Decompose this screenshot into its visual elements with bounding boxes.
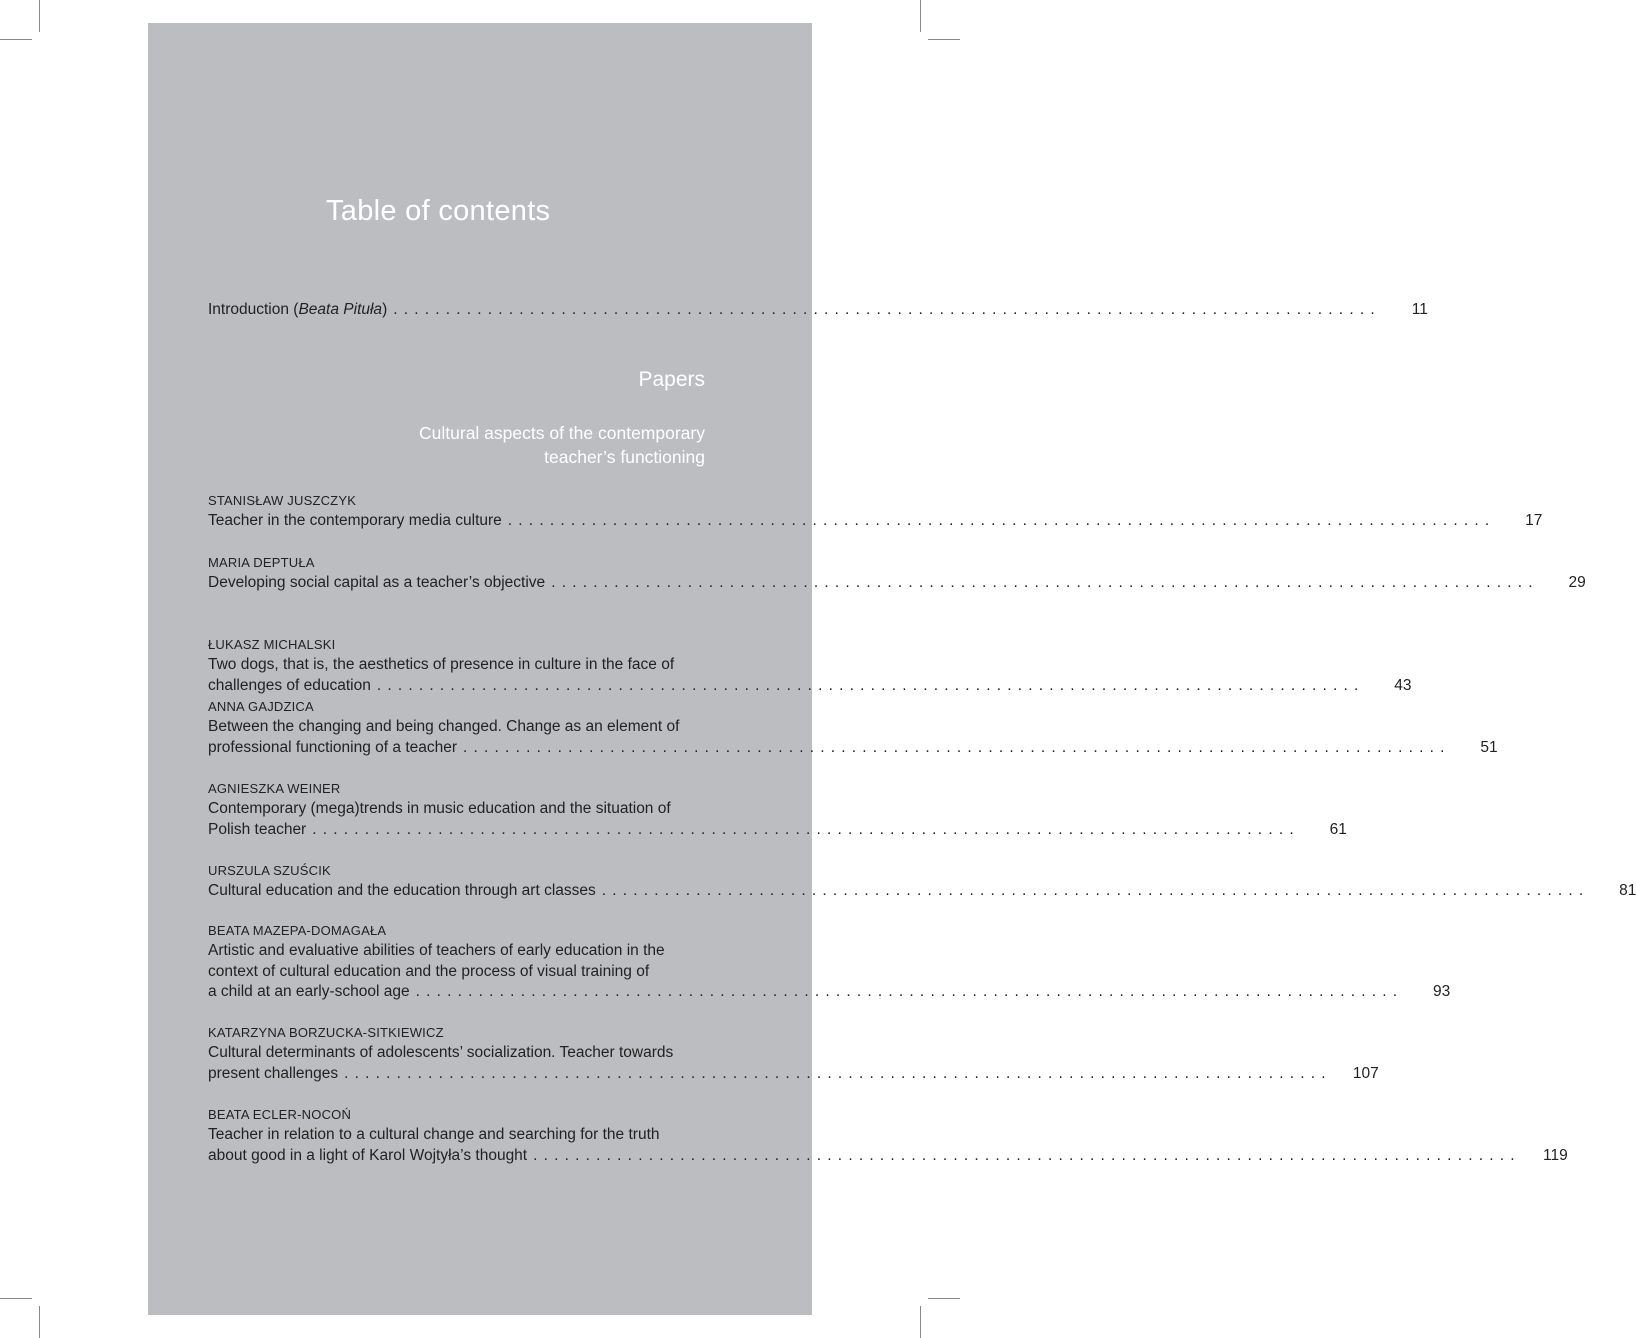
- entry-title-line: Cultural education and the education through art classes: [208, 882, 596, 899]
- page-number: 11: [1411, 301, 1428, 318]
- entry-title-line: Developing social capital as a teacher’s objective: [208, 574, 546, 591]
- dot-leader: ..............................................................................................: [551, 574, 1539, 591]
- toc-entry[interactable]: [208, 697, 1498, 758]
- crop-mark: [39, 1306, 40, 1338]
- toc-entry[interactable]: [208, 861, 1636, 902]
- page-number: 107: [1352, 1064, 1379, 1082]
- dot-leader: ..............................................................................................: [533, 1146, 1521, 1164]
- toc-entry[interactable]: [208, 491, 1543, 532]
- page-number: 81: [1619, 882, 1636, 899]
- page-number: 17: [1525, 512, 1543, 529]
- entry-author: BEATA MAZEPA-DOMAGAŁA: [208, 923, 387, 938]
- dot-leader: ..............................................................................................: [601, 882, 1590, 899]
- entry-title-line: a child at an early-school age: [208, 983, 410, 1000]
- entry-title-line: Between the changing and being changed. Change as an element of: [208, 718, 680, 735]
- toc-entry[interactable]: [208, 1023, 1379, 1084]
- entry-author: AGNIESZKA WEINER: [208, 781, 341, 796]
- crop-mark: [920, 1306, 921, 1338]
- page-number: 119: [1543, 1146, 1568, 1164]
- book-page: [148, 23, 1636, 1315]
- entry-author: URSZULA SZUŚCIK: [208, 863, 331, 878]
- entry-author: ŁUKASZ MICHALSKI: [208, 637, 336, 652]
- entry-title-line: professional functioning of a teacher: [208, 738, 458, 756]
- subsection-heading: Cultural aspects of the contemporary teacher’s functioning: [419, 423, 705, 467]
- page-number: 43: [1394, 676, 1412, 694]
- dot-leader: ..............................................................................................: [507, 512, 1496, 529]
- entry-author: BEATA ECLER-NOCOŃ: [208, 1107, 352, 1122]
- page-number: 51: [1480, 738, 1498, 756]
- entry-title-line: Polish teacher: [208, 820, 307, 838]
- entry-title-line: Cultural determinants of adolescents’ socialization. Teacher towards: [208, 1044, 674, 1061]
- dot-leader: ..............................................................................................: [415, 983, 1404, 1000]
- entry-author: STANISŁAW JUSZCZYK: [208, 493, 357, 508]
- page-number: 93: [1432, 983, 1451, 1000]
- dot-leader: ..............................................................................................: [344, 1064, 1332, 1082]
- crop-mark: [0, 1298, 32, 1299]
- dot-leader: ..............................................................................................: [312, 820, 1300, 838]
- crop-mark: [39, 0, 40, 32]
- toc-entry-introduction[interactable]: [208, 300, 1428, 321]
- crop-mark: [0, 39, 32, 40]
- entry-title-line: Two dogs, that is, the aesthetics of presence in culture in the face of: [208, 656, 675, 673]
- crop-mark: [928, 39, 960, 40]
- toc-entry[interactable]: [208, 779, 1347, 840]
- intro-close: ): [382, 301, 388, 318]
- dot-leader: ..............................................................................................: [376, 676, 1365, 694]
- toc-title: Table of contents: [326, 195, 551, 227]
- crop-mark: [928, 1298, 960, 1299]
- entry-title-line: Artistic and evaluative abilities of teachers of early education in the: [208, 942, 665, 959]
- section-heading: Papers: [638, 368, 705, 391]
- intro-editor: Beata Pituła: [298, 301, 383, 318]
- entry-author: MARIA DEPTUŁA: [208, 555, 315, 570]
- intro-label: Introduction (: [208, 301, 299, 318]
- crop-mark: [920, 0, 921, 32]
- entry-title-line: context of cultural education and the process of visual training of: [208, 962, 650, 980]
- toc-entry[interactable]: [208, 921, 1451, 1003]
- entry-title-line: Teacher in relation to a cultural change and searching for the truth: [208, 1126, 660, 1143]
- entry-title-line: Contemporary (mega)trends in music education and the situation of: [208, 800, 671, 817]
- page-number: 29: [1568, 574, 1586, 591]
- entry-title-line: challenges of education: [208, 676, 371, 694]
- entry-title-line: about good in a light of Karol Wojtyła’s thought: [208, 1146, 528, 1164]
- toc-entry[interactable]: [208, 635, 1412, 696]
- toc-entry[interactable]: [208, 1105, 1568, 1166]
- toc-entry[interactable]: [208, 553, 1586, 594]
- dot-leader: ..............................................................................................: [463, 738, 1451, 756]
- entry-author: ANNA GAJDZICA: [208, 699, 314, 714]
- dot-leader: ..............................................................................................: [393, 301, 1381, 318]
- entry-title-line: present challenges: [208, 1064, 339, 1082]
- page-number: 61: [1329, 820, 1347, 838]
- entry-author: KATARZYNA BORZUCKA-SITKIEWICZ: [208, 1025, 444, 1040]
- entry-title-line: Teacher in the contemporary media culture: [208, 512, 502, 529]
